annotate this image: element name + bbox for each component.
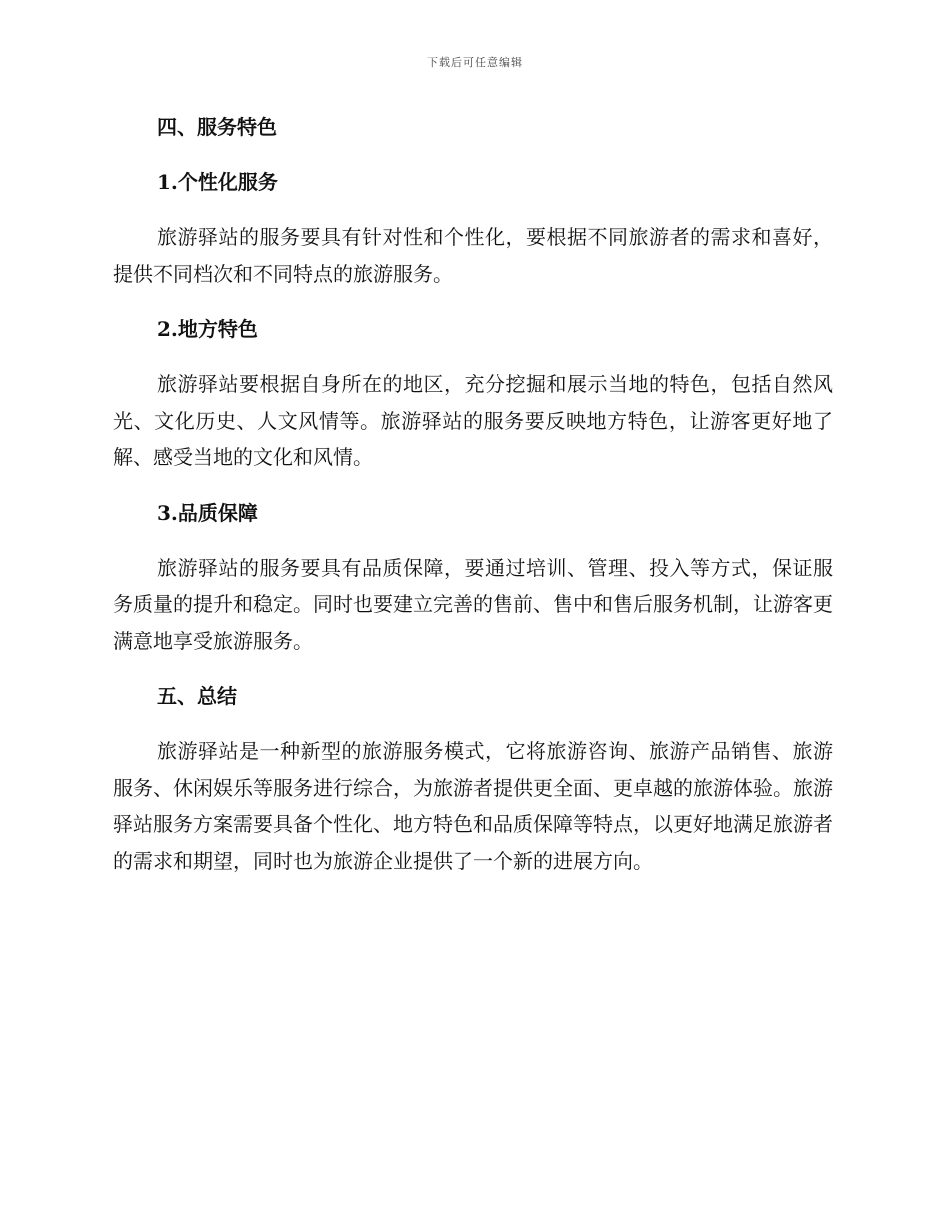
- section-heading-summary: 五、总结: [157, 684, 237, 708]
- paragraph-quality-assurance: 旅游驿站的服务要具有品质保障，要通过培训、管理、投入等方式，保证服务质量的提升和稳定。同时也要建立完善的售前、售中和售后服务机制，让游客更满意地享受旅游服务。: [113, 555, 833, 653]
- paragraph-personalized-service: 旅游驿站的服务要具有针对性和个性化，要根据不同旅游者的需求和喜好，提供不同档次和不同特点的旅游服务。: [113, 225, 833, 286]
- subheading-quality-assurance: 3.品质保障: [157, 500, 258, 525]
- document-body: [113, 109, 833, 898]
- header-note: 下载后可任意编辑: [427, 56, 523, 69]
- subheading-local-features: 2.地方特色: [157, 317, 258, 341]
- paragraph-local-features: 旅游驿站要根据自身所在的地区，充分挖掘和展示当地的特色，包括自然风光、文化历史、人文风情等。旅游驿站的服务要反映地方特色，让游客更好地了解、感受当地的文化和风情。: [113, 372, 833, 469]
- paragraph-summary: 旅游驿站是一种新型的旅游服务模式，它将旅游咨询、旅游产品销售、旅游服务、休闲娱乐等服务进行综合，为旅游者提供更全面、更卓越的旅游体验。旅游驿站服务方案需要具备个性化、地方特色和品质保障等特点，以更好地满足旅游者的需求和期望，同时也为旅游企业提供了一个新的进展方向。: [113, 739, 833, 873]
- section-heading-service-features: 四、服务特色: [157, 115, 277, 139]
- subheading-personalized-service: 1.个性化服务: [157, 170, 278, 194]
